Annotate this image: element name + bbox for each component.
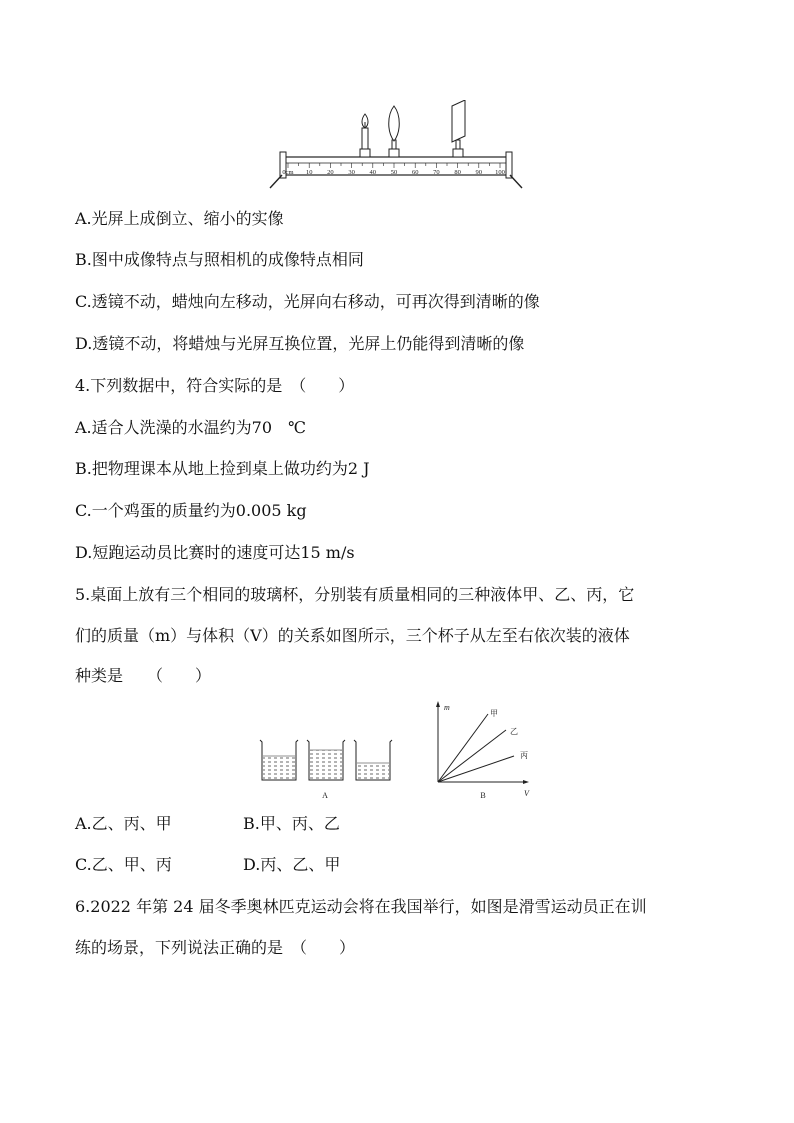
q3-option-c: C.透镜不动，蜡烛向左移动，光屏向右移动，可再次得到清晰的像 [75, 292, 540, 311]
q4-stem: 4.下列数据中，符合实际的是 （ ） [75, 376, 355, 395]
line-jia [438, 714, 488, 782]
tick-100: 100 [495, 169, 505, 176]
q6-stem-line-1: 6.2022 年第 24 届冬季奥林匹克运动会将在我国举行，如图是滑雪运动员正在训 [75, 897, 647, 916]
tick-90: 90 [475, 169, 483, 176]
label-bing: 丙 [520, 751, 528, 760]
q4-option-b: B.把物理课本从地上捡到桌上做功约为2 J [75, 459, 370, 478]
q6-stem-line-2: 练的场景，下列说法正确的是 （ ） [75, 938, 356, 957]
q4-option-a: A.适合人洗澡的水温约为70 ℃ [75, 418, 306, 437]
y-axis-label: m [444, 703, 450, 712]
tick-20: 20 [327, 169, 334, 176]
q3-option-a: A.光屏上成倒立、缩小的实像 [75, 209, 284, 228]
label-jia: 甲 [490, 709, 498, 718]
q5-option-d: D.丙、乙、甲 [243, 855, 341, 874]
beaker-right [354, 740, 392, 780]
beaker-middle [307, 740, 345, 780]
candle [360, 114, 370, 157]
q4-option-d: D.短跑运动员比赛时的速度可达15 m/s [75, 543, 355, 562]
mass-volume-graph [428, 700, 540, 804]
line-bing [438, 756, 514, 782]
q5-option-b: B.甲、丙、乙 [243, 814, 340, 833]
figure-b-label: B [480, 791, 486, 800]
tick-10: 10 [305, 169, 313, 176]
q5-stem-line-3: 种类是 （ ） [75, 666, 212, 685]
figure-a-label: A [322, 791, 328, 800]
q3-option-b: B.图中成像特点与照相机的成像特点相同 [75, 250, 364, 269]
tick-30: 30 [348, 169, 355, 176]
label-yi: 乙 [510, 727, 518, 736]
optical-bench-figure [268, 100, 526, 190]
convex-lens [389, 106, 400, 157]
tick-80: 80 [454, 169, 461, 176]
line-yi [438, 730, 506, 782]
q4-option-c: C.一个鸡蛋的质量约为0.005 kg [75, 501, 307, 520]
q5-stem-line-1: 5.桌面上放有三个相同的玻璃杯，分别装有质量相同的三种液体甲、乙、丙，它 [75, 585, 635, 604]
tick-70: 70 [433, 169, 440, 176]
tick-60: 60 [411, 169, 419, 176]
tick-50: 50 [390, 169, 398, 176]
x-axis-label: V [524, 789, 529, 798]
light-screen [452, 100, 465, 157]
tick-40: 40 [369, 169, 377, 176]
q3-option-d: D.透镜不动，将蜡烛与光屏互换位置，光屏上仍能得到清晰的像 [75, 334, 525, 353]
q5-stem-line-2: 们的质量（m）与体积（V）的关系如图所示，三个杯子从左至右依次装的液体 [75, 626, 630, 645]
q5-option-c: C.乙、甲、丙 [75, 855, 172, 874]
beakers-figure [256, 736, 396, 802]
tick-0: 0cm [282, 169, 294, 176]
beaker-left [260, 740, 298, 780]
q5-option-a: A.乙、丙、甲 [75, 814, 172, 833]
